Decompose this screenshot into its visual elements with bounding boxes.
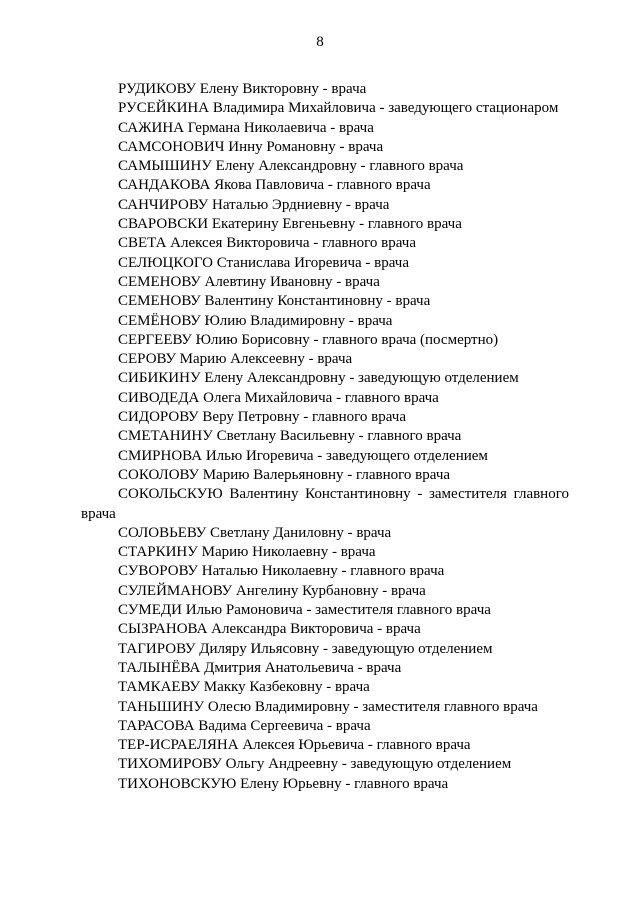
list-item: САНДАКОВА Якова Павловича - главного врача [118,177,431,194]
list-item: РУСЕЙКИНА Владимира Михайловича - заведующего стационаром [118,100,559,117]
list-item: СЕРГЕЕВУ Юлию Борисовну - главного врача (посмертно) [118,331,499,348]
list-item: СОКОЛОВУ Марию Валерьяновну - главного врача [118,466,451,483]
list-item: СИДОРОВУ Веру Петровну - главного врача [118,409,406,426]
list-item: СЕМЁНОВУ Юлию Владимировну - врача [118,312,393,329]
list-item: СЫЗРАНОВА Александра Викторовича - врача [118,621,421,638]
list-item: ТАМКАЕВУ Макку Казбековну - врача [118,679,370,696]
list-item: СЕЛЮЦКОГО Станислава Игоревича - врача [118,254,410,271]
list-item: САМЫШИНУ Елену Александровну - главного врача [118,158,464,175]
list-item: САНЧИРОВУ Наталью Эрдниевну - врача [118,196,390,213]
list-item: СМЕТАНИНУ Светлану Васильевну - главного врача [118,428,462,445]
list-item: ТАГИРОВУ Диляру Ильясовну - заведующую отделением [118,640,493,657]
list-item: СОКОЛЬСКУЮ Валентину Константиновну - заместителя главного врача [81,486,569,522]
list-item: СОЛОВЬЕВУ Светлану Даниловну - врача [118,524,392,541]
list-item: СВЕТА Алексея Викторовича - главного врача [118,235,417,252]
list-item: СУМЕДИ Илью Рамоновича - заместителя главного врача [118,602,491,619]
list-item: СУВОРОВУ Наталью Николаевну - главного врача [118,563,445,580]
list-item: РУДИКОВУ Елену Викторовну - врача [118,81,367,97]
list-item: САЖИНА Германа Николаевича - врача [118,119,374,136]
list-item: СИБИКИНУ Елену Александровну - заведующую отделением [118,370,519,387]
list-item: СТАРКИНУ Марию Николаевну - врача [118,544,376,561]
list-item: ТАЛЫНЁВА Дмитрия Анатольевича - врача [118,659,402,676]
list-item: СИВОДЕДА Олега Михайловича - главного врача [118,389,439,406]
page-number: 8 [316,34,324,50]
list-item: ТАРАСОВА Вадима Сергеевича - врача [118,717,371,734]
list-item: СУЛЕЙМАНОВУ Ангелину Курбановну - врача [118,582,426,599]
list-item: СЕМЕНОВУ Валентину Константиновну - врача [118,293,431,310]
list-item: СВАРОВСКИ Екатерину Евгеньевну - главного врача [118,216,462,233]
list-item: СЕРОВУ Марию Алексеевну - врача [118,351,353,368]
list-item: ТЕР-ИСРАЕЛЯНА Алексея Юрьевича - главного врача [118,737,471,754]
list-item: СМИРНОВА Илью Игоревича - заведующего отделением [118,447,488,464]
list-item: ТИХОНОВСКУЮ Елену Юрьевну - главного врача [118,775,449,792]
list-item: ТИХОМИРОВУ Ольгу Андреевну - заведующую отделением [118,756,512,773]
list-item: СЕМЕНОВУ Алевтину Ивановну - врача [118,273,380,290]
list-item: САМСОНОВИЧ Инну Романовну - врача [118,138,384,155]
list-item: ТАНЬШИНУ Олесю Владимировну - заместителя главного врача [118,698,538,715]
award-list [81,80,569,794]
